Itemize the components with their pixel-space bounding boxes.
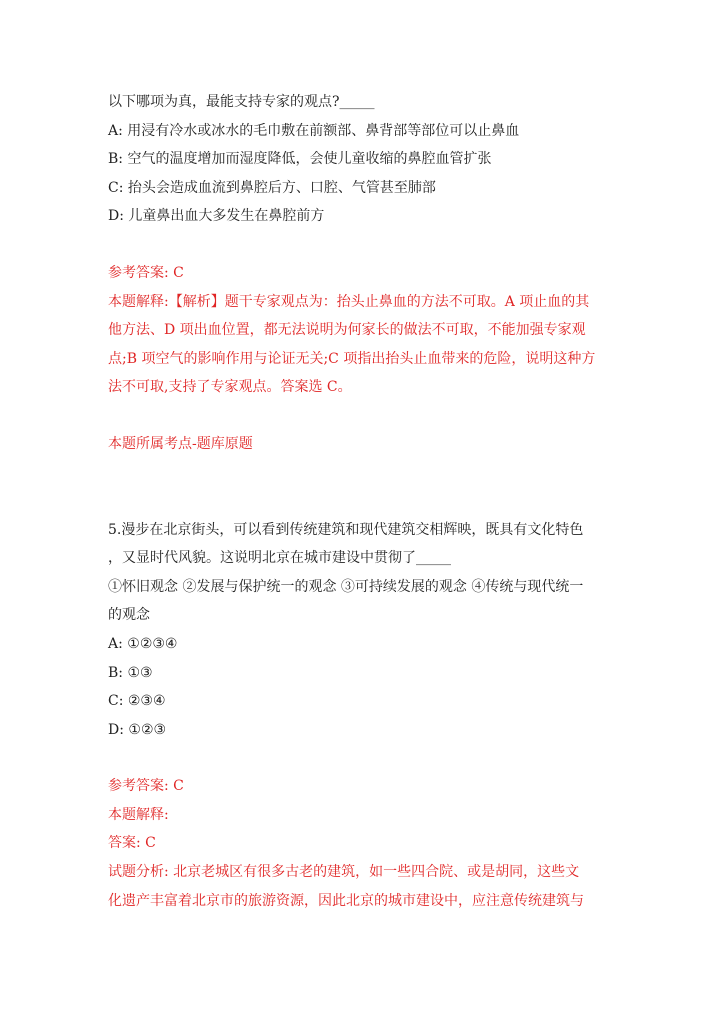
- explanation-line: 他方法、D 项出血位置，都无法说明为何家长的做法不可取，不能加强专家观: [108, 322, 586, 339]
- option-a: A: 用浸有冷水或冰水的毛巾敷在前额部、鼻背部等部位可以止鼻血: [108, 122, 520, 139]
- question-5-stem: 的观念: [108, 607, 150, 624]
- question-5-stem: ，又显时代风貌。这说明北京在城市建设中贯彻了_____: [108, 550, 451, 567]
- answer-line: 答案: C: [108, 835, 156, 852]
- explanation-line: 本题解释:【解析】题干专家观点为：抬头止鼻血的方法不可取。A 项止血的其: [108, 293, 590, 310]
- answer-line: 参考答案: C: [108, 264, 184, 281]
- question-5-stem: 5.漫步在北京街头，可以看到传统建筑和现代建筑交相辉映，既具有文化特色: [108, 521, 584, 538]
- analysis-line: 化遗产丰富着北京市的旅游资源，因此北京的城市建设中，应注意传统建筑与: [108, 892, 584, 909]
- explanation-label: 本题解释:: [108, 806, 169, 823]
- option-b: B: 空气的温度增加而湿度降低，会使儿童收缩的鼻腔血管扩张: [108, 151, 492, 168]
- topic-line: 本题所属考点-题库原题: [108, 435, 253, 452]
- option-d: D: ①②③: [108, 721, 167, 738]
- option-c: C: 抬头会造成血流到鼻腔后方、口腔、气管甚至肺部: [108, 179, 436, 196]
- explanation-line: 点;B 项空气的影响作用与论证无关;C 项指出抬头止血带来的危险，说明这种方: [108, 350, 596, 367]
- option-c: C: ②③④: [108, 693, 166, 710]
- option-d: D: 儿童鼻出血大多发生在鼻腔前方: [108, 208, 325, 225]
- question-5-stem: ①怀旧观念 ②发展与保护统一的观念 ③可持续发展的观念 ④传统与现代统一: [108, 578, 584, 595]
- page-content: [108, 88, 613, 915]
- analysis-line: 试题分析: 北京老城区有很多古老的建筑，如一些四合院、或是胡同，这些文: [108, 864, 580, 881]
- answer-line: 参考答案: C: [108, 778, 184, 795]
- option-a: A: ①②③④: [108, 635, 178, 652]
- question-4-stem: 以下哪项为真，最能支持专家的观点?_____: [108, 94, 375, 110]
- explanation-line: 法不可取,支持了专家观点。答案选 C。: [108, 379, 352, 396]
- option-b: B: ①③: [108, 664, 153, 681]
